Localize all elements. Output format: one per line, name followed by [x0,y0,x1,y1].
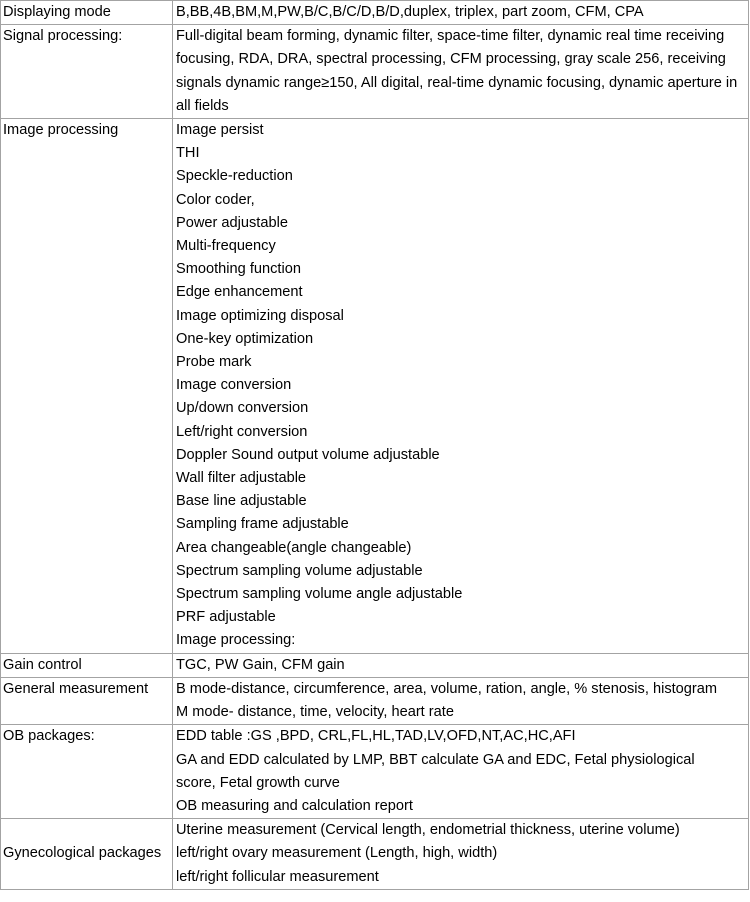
value-line: GA and EDD calculated by LMP, BBT calculate GA and EDC, Fetal physiological [176,751,695,768]
row-label: General measurement [1,677,173,724]
value-line: Speckle-reduction [176,168,293,185]
row-value [173,677,749,724]
value-line: Spectrum sampling volume angle adjustable [176,586,463,603]
value-line: Wall filter adjustable [176,470,307,487]
row-label: Image processing [1,119,173,654]
value-line: Image persist [176,122,264,139]
row-value [173,119,749,654]
value-line: Area changeable(angle changeable) [176,539,412,556]
value-line: Image optimizing disposal [176,307,344,324]
value-line: Base line adjustable [176,493,307,510]
value-line: B mode-distance, circumference, area, volume, ration, angle, % stenosis, histogram [176,680,718,697]
row-label: Gain control [1,653,173,677]
value-line: THI [176,145,200,162]
row-value [173,653,749,677]
value-line: Up/down conversion [176,400,309,417]
row-value [173,819,749,890]
row-label: Signal processing: [1,25,173,119]
value-line: Smoothing function [176,261,301,278]
value-line: B,BB,4B,BM,M,PW,B/C,B/C/D,B/D,duplex, triplex, part zoom, CFM, CPA [176,4,644,20]
spec-row-ob-packages [1,725,749,819]
row-label: Displaying mode [1,1,173,25]
value-line: Multi-frequency [176,238,276,255]
spec-row-general-measurement [1,677,749,724]
row-value [173,1,749,25]
row-value [173,25,749,119]
value-line: OB measuring and calculation report [176,797,413,814]
spec-row-gain-control [1,653,749,677]
value-line: Uterine measurement (Cervical length, endometrial thickness, uterine volume) [176,822,680,839]
spec-row-gynecological-packages [1,819,749,890]
value-line: Doppler Sound output volume adjustable [176,446,440,463]
value-line: Color coder, [176,191,255,208]
row-label: OB packages: [1,725,173,819]
value-line: Edge enhancement [176,284,303,301]
value-line: Power adjustable [176,214,288,231]
value-line: Image conversion [176,377,292,394]
value-paragraph: Full-digital beam forming, dynamic filter, space-time filter, dynamic real time receiving focusing, RDA, DRA, spectral processing, CFM processing, gray scale 256, receiving signals dynamic range≥150, All digital, real-time dynamic focusing, dynamic aperture in all fields [176,28,738,114]
value-line: Left/right conversion [176,423,308,440]
value-line: TGC, PW Gain, CFM gain [176,656,345,673]
value-line: left/right follicular measurement [176,868,379,885]
spec-row-image-processing [1,119,749,654]
value-line: One-key optimization [176,330,314,347]
row-value [173,725,749,819]
value-line: M mode- distance, time, velocity, heart rate [176,704,454,721]
value-line: Probe mark [176,354,252,371]
value-line: Sampling frame adjustable [176,516,349,533]
value-line: left/right ovary measurement (Length, high, width) [176,845,498,862]
value-line: Image processing: [176,632,296,649]
value-line: score, Fetal growth curve [176,774,340,791]
row-label: Gynecological packages [1,819,173,890]
value-line: Spectrum sampling volume adjustable [176,562,423,579]
spec-row-displaying-mode [1,1,749,25]
value-line: PRF adjustable [176,609,276,626]
spec-row-signal-processing [1,25,749,119]
value-line: EDD table :GS ,BPD, CRL,FL,HL,TAD,LV,OFD,NT,AC,HC,AFI [176,728,576,745]
